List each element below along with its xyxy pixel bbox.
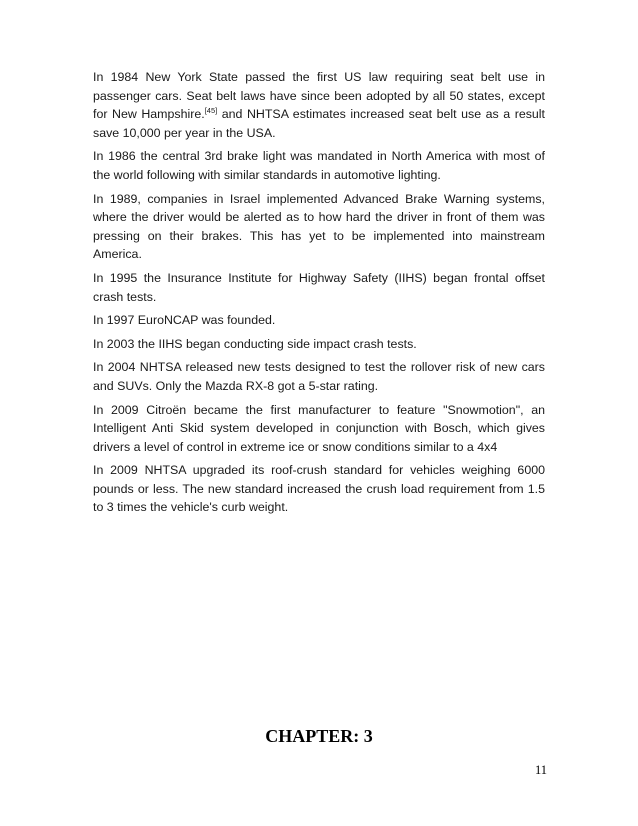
paragraph-1984-seat-belt-law	[93, 68, 545, 142]
paragraph-1984-text-start: In 1984 New York State passed the first US law requiring seat belt use in passenger cars. Seat belt laws have since been adopted by all 50 states, except for New Hampshire.	[93, 70, 545, 122]
paragraph-2009-roof-crush: In 2009 NHTSA upgraded its roof-crush standard for vehicles weighing 6000 pounds or less. The new standard increased the crush load requirement from 1.5 to 3 times the vehicle's curb weight.	[93, 463, 545, 515]
page-number: 11	[534, 763, 547, 777]
chapter-heading: CHAPTER: 3	[265, 726, 373, 746]
paragraph-1989-brake-warning: In 1989, companies in Israel implemented Advanced Brake Warning systems, where the driver would be alerted as to how hard the driver in front of them was pressing on their brakes. This has yet to be implemented into mainstream America.	[93, 191, 545, 262]
paragraph-1984-text-end: and NHTSA estimates increased seat belt use as a result save 10,000 per year in the USA.	[93, 107, 546, 140]
paragraph-2009-snowmotion: In 2009 Citroën became the first manufacturer to feature "Snowmotion", an Intelligent Anti Skid system developed in conjunction with Bosch, which gives drivers a level of control in extreme ice or snow conditions similar to a 4x4	[93, 402, 545, 454]
paragraph-2003-side-impact: In 2003 the IIHS began conducting side impact crash tests.	[93, 336, 417, 351]
paragraph-2004-rollover: In 2004 NHTSA released new tests designed to test the rollover risk of new cars and SUVs. Only the Mazda RX-8 got a 5-star rating.	[93, 360, 545, 393]
paragraph-1986-brake-light: In 1986 the central 3rd brake light was mandated in North America with most of the world following with similar standards in automotive lighting.	[93, 149, 545, 182]
paragraph-1995-iihs: In 1995 the Insurance Institute for Highway Safety (IIHS) began frontal offset crash tests.	[93, 270, 545, 304]
body-text	[93, 68, 545, 522]
paragraph-1997-euroncap: In 1997 EuroNCAP was founded.	[93, 313, 276, 328]
citation-45: [45]	[204, 106, 218, 116]
